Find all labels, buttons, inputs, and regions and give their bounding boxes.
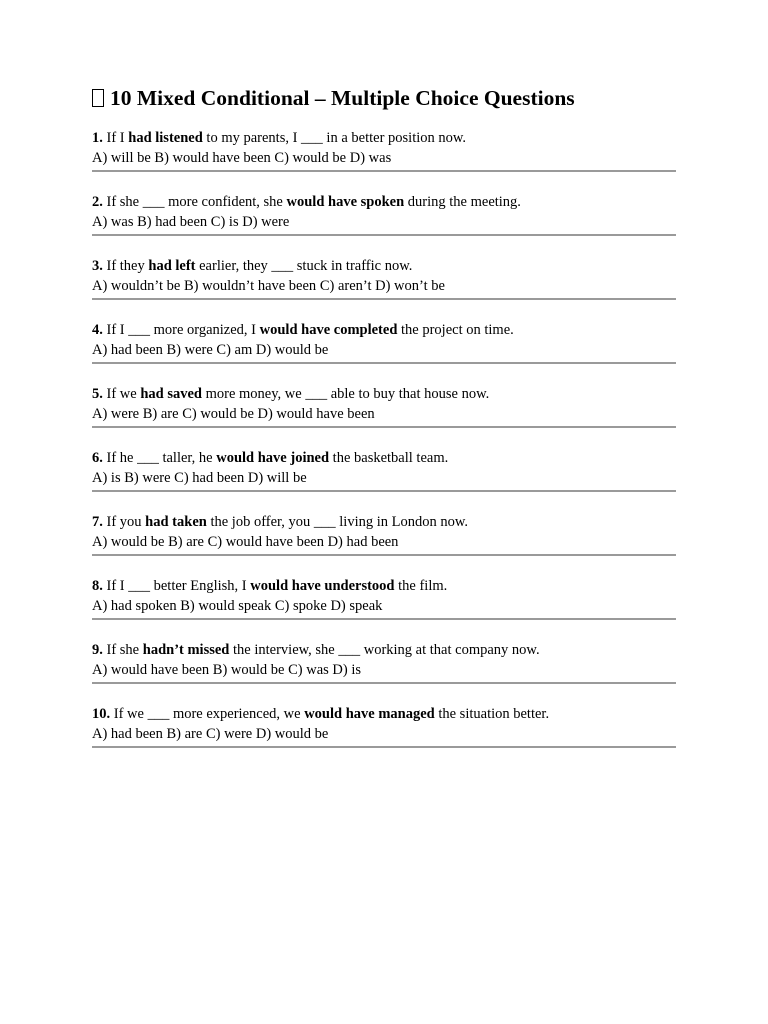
answer-option: C) were (205, 726, 253, 742)
answer-option: A) would be (92, 534, 165, 550)
answer-option: C) spoke (274, 598, 327, 614)
question-text (92, 704, 676, 724)
question-fragment: If I ___ more organized, I (102, 322, 260, 338)
answer-option: C) had been (174, 470, 245, 486)
question-text (92, 192, 676, 212)
answer-options (92, 404, 676, 424)
question-fragment: If you (102, 514, 146, 530)
answer-option: B) were (124, 470, 171, 486)
answer-option: B) wouldn’t have been (183, 278, 317, 294)
question-item (92, 128, 676, 172)
answer-option: D) speak (330, 598, 383, 614)
missing-glyph-box-icon (92, 89, 104, 107)
answer-option: C) am (216, 342, 253, 358)
answer-option: B) are (142, 406, 179, 422)
answer-option: D) had been (327, 534, 399, 550)
answer-option: B) would speak (180, 598, 272, 614)
question-fragment: If she (102, 642, 143, 658)
question-number: 5. (92, 386, 103, 402)
question-emphasis: would have understood (250, 578, 395, 594)
question-item (92, 320, 676, 364)
answer-option: D) won’t be (375, 278, 445, 294)
question-fragment: If we ___ more experienced, we (110, 706, 305, 722)
answer-option: A) were (92, 406, 140, 422)
answer-option: B) are (166, 726, 203, 742)
answer-option: D) would be (255, 342, 329, 358)
answer-option: C) would be (274, 150, 347, 166)
question-fragment: If I (102, 130, 129, 146)
question-number: 2. (92, 194, 103, 210)
question-number: 4. (92, 322, 103, 338)
question-fragment: during the meeting. (404, 194, 521, 210)
answer-options (92, 596, 676, 616)
question-number: 8. (92, 578, 103, 594)
answer-option: A) would have been (92, 662, 210, 678)
page-title-text: 10 Mixed Conditional – Multiple Choice Questions (110, 86, 575, 110)
question-number: 6. (92, 450, 103, 466)
question-fragment: earlier, they ___ stuck in traffic now. (195, 258, 413, 274)
question-number: 1. (92, 130, 103, 146)
question-item (92, 384, 676, 428)
question-fragment: If they (102, 258, 149, 274)
question-item (92, 192, 676, 236)
question-item (92, 512, 676, 556)
question-fragment: the situation better. (434, 706, 550, 722)
question-number: 7. (92, 514, 103, 530)
question-emphasis: had saved (140, 386, 202, 402)
question-item (92, 448, 676, 492)
answer-options (92, 148, 676, 168)
answer-option: D) would have been (257, 406, 375, 422)
answer-option: B) had been (137, 214, 208, 230)
question-item (92, 640, 676, 684)
question-fragment: If I ___ better English, I (102, 578, 251, 594)
question-emphasis: had left (148, 258, 196, 274)
question-fragment: the interview, she ___ working at that company now. (229, 642, 540, 658)
question-number: 9. (92, 642, 103, 658)
answer-option: C) aren’t (319, 278, 372, 294)
question-fragment: the basketball team. (329, 450, 449, 466)
answer-options (92, 724, 676, 744)
question-emphasis: would have joined (216, 450, 330, 466)
question-item (92, 704, 676, 748)
question-number: 3. (92, 258, 103, 274)
question-text (92, 384, 676, 404)
answer-option: A) had spoken (92, 598, 177, 614)
answer-option: D) were (242, 214, 290, 230)
answer-option: A) had been (92, 726, 163, 742)
question-emphasis: would have completed (259, 322, 398, 338)
answer-option: A) was (92, 214, 134, 230)
question-fragment: If we (102, 386, 141, 402)
answer-option: B) were (166, 342, 213, 358)
question-text (92, 448, 676, 468)
answer-option: B) would be (212, 662, 285, 678)
answer-options (92, 212, 676, 232)
question-fragment: the project on time. (397, 322, 514, 338)
question-emphasis: had listened (128, 130, 203, 146)
answer-option: A) is (92, 470, 121, 486)
question-text (92, 576, 676, 596)
question-emphasis: hadn’t missed (142, 642, 230, 658)
answer-option: D) is (332, 662, 362, 678)
question-emphasis: had taken (145, 514, 207, 530)
question-text (92, 256, 676, 276)
question-emphasis: would have managed (304, 706, 435, 722)
question-item (92, 576, 676, 620)
answer-options (92, 532, 676, 552)
question-text (92, 320, 676, 340)
answer-option: C) would have been (207, 534, 324, 550)
question-item (92, 256, 676, 300)
question-text (92, 640, 676, 660)
question-number: 10. (92, 706, 111, 722)
question-fragment: If he ___ taller, he (102, 450, 217, 466)
question-text (92, 128, 676, 148)
answer-option: A) wouldn’t be (92, 278, 181, 294)
answer-options (92, 276, 676, 296)
question-text (92, 512, 676, 532)
page-title (92, 84, 676, 112)
answer-options (92, 340, 676, 360)
answer-options (92, 468, 676, 488)
worksheet (92, 84, 676, 768)
answer-option: C) was (288, 662, 329, 678)
answer-option: B) are (168, 534, 204, 550)
answer-options (92, 660, 676, 680)
answer-option: C) would be (182, 406, 254, 422)
answer-option: A) had been (92, 342, 163, 358)
answer-option: D) will be (247, 470, 307, 486)
answer-option: C) is (210, 214, 239, 230)
question-fragment: the job offer, you ___ living in London now. (206, 514, 469, 530)
question-list (92, 128, 676, 748)
answer-option: A) will be (92, 150, 151, 166)
question-fragment: to my parents, I ___ in a better position now. (202, 130, 467, 146)
answer-option: B) would have been (154, 150, 271, 166)
answer-option: D) was (349, 150, 392, 166)
question-fragment: If she ___ more confident, she (102, 194, 287, 210)
question-fragment: the film. (394, 578, 448, 594)
question-fragment: more money, we ___ able to buy that house now. (201, 386, 490, 402)
question-emphasis: would have spoken (286, 194, 405, 210)
answer-option: D) would be (255, 726, 329, 742)
